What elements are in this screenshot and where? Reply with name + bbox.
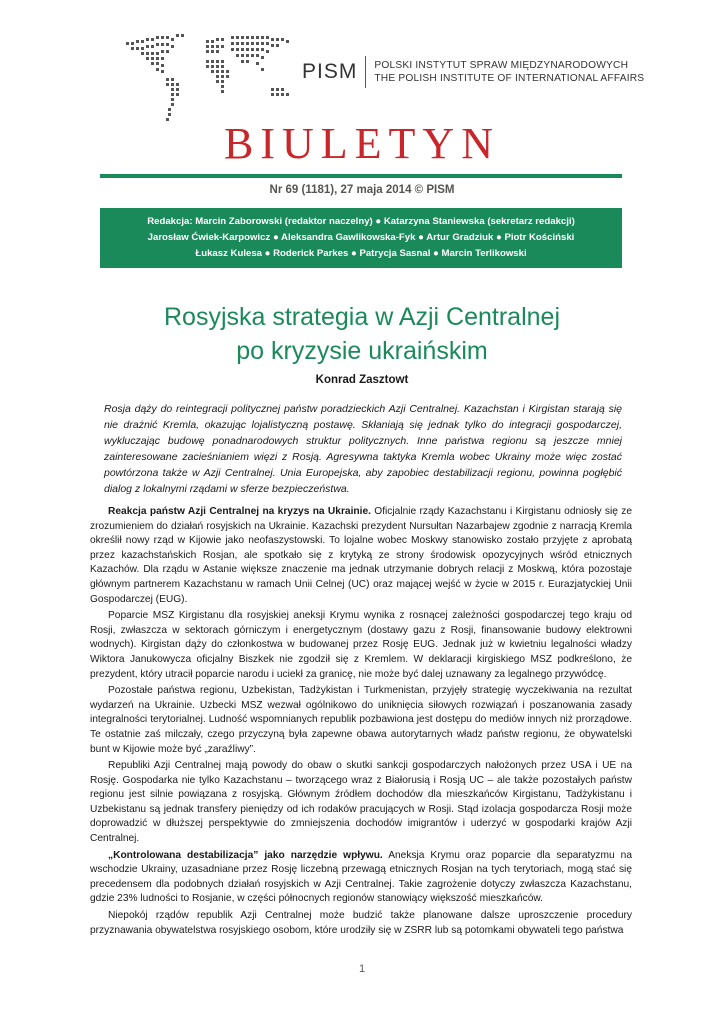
paragraph-text: Oficjalnie rządy Kazachstanu i Kirgistanu odniosły się ze zrozumieniem do działań rosyjskich na Ukrainie. Kazachski prezydent Nursułtan Nazarbajew zgodnie z narracją Kremla określił nowy rząd w Kijowie jako neofaszystowski. To lojalne wobec Moskwy stanowisko zostało przyjęte z aprobatą przez kazachstańskich Rosjan, ale spotkało się z krytyką ze strony środowisk opozycyjnych wśród etnicznych Kazachów. Dla rządu w Astanie większe znaczenie ma jednak utrzymanie dobrych relacji z Moskwą, która pozostaje głównym partnerem Kazachstanu w ramach Unii Celnej (UC) oraz mającej wejść w życie w 2015 r. Eurazjatyckiej Unii Gospodarczej (EUG). — [90, 506, 632, 605]
institute-name-polish: POLSKI INSTYTUT SPRAW MIĘDZYNARODOWYCH — [374, 60, 629, 71]
paragraph — [90, 505, 632, 607]
pism-abbreviation: PISM — [302, 60, 358, 83]
article-title-line-2: po kryzysie ukraińskim — [236, 337, 488, 365]
paragraph: Niepokój rządów republik Azji Centralnej może budzić także planowane dalsze uproszczenie procedury przyznawania obywatelstwa rosyjskiego osobom, które urodziły się w ZSRR lub są potomkami obywateli tego państwa — [90, 910, 632, 936]
article-author: Konrad Zasztowt — [315, 374, 409, 386]
publication-title: BIULETYN — [224, 119, 500, 168]
world-map-logo — [126, 30, 306, 128]
institute-name-english: THE POLISH INSTITUTE OF INTERNATIONAL AFFAIRS — [374, 73, 645, 84]
article-body — [90, 505, 632, 960]
header — [0, 0, 724, 200]
page-number: 1 — [358, 963, 366, 975]
article-title-line-1: Rosyjska strategia w Azji Centralnej — [164, 303, 560, 331]
section-heading: „Kontrolowana destabilizacja” jako narzędzie wpływu. — [108, 849, 383, 861]
editors-line-1: Redakcja: Marcin Zaborowski (redaktor naczelny) ● Katarzyna Staniewska (sekretarz redakcji) — [147, 216, 575, 227]
editors-line-3: Łukasz Kulesa ● Roderick Parkes ● Patrycja Sasnal ● Marcin Terlikowski — [195, 248, 527, 259]
paragraph: Poparcie MSZ Kirgistanu dla rosyjskiej aneksji Krymu wynika z rosnącej zależności gospodarczej tego kraju od Rosji, zwłaszcza w sektorach górniczym i energetycznym (dostawy gazu z Rosji, finansowanie budowy elektrowni wodnych). Kirgistan dąży do członkostwa w budowanej przez Rosję EUG. Jednak już w kwietniu legalności władzy Wiktora Janukowycza oficjalny Biszkek nie zgodził się z Kremlem. W deklaracji kirgiskiego MSZ podkreślono, że prezydent, który utracił poparcie narodu i uciekł za granicę, nie może być dalej uznawany za legalnego przywódcę. — [90, 610, 632, 680]
article-title — [0, 300, 724, 368]
article-abstract: Rosja dąży do reintegracji politycznej państw poradzieckich Azji Centralnej. Kazachstan i Kirgistan starają się nie drażnić Kremla, okazując lojalistyczną postawę. Skłaniają się jednak tylko do integracji gospodarczej, wykluczając budowę ponadnarodowych struktur politycznych. Inne państwa regionu są jeszcze mniej zainteresowane zacieśnianiem więzi z Rosją. Agresywna taktyka Kremla wobec Ukrainy może więc zostać powtórzona także w Azji Centralnej. Unia Europejska, aby zapobiec destabilizacji regionu, powinna pogłębić dialog z lokalnymi rządami w sferze bezpieczeństwa. — [104, 403, 622, 495]
paragraph: Pozostałe państwa regionu, Uzbekistan, Tadżykistan i Turkmenistan, przyjęły strategię wyczekiwania na rezultat wydarzeń na Ukrainie. Uzbecki MSZ wezwał ogólnikowo do uniknięcia siłowych rozwiązań i poszanowania zasady integralności terytorialnej. Ludność wspomnianych republik pozbawiona jest dostępu do mediów innych niż prorządowe. Te ostatnie zaś milczały, czego przyczyną była zapewne obawa autorytarnych władz państw regionu, że obywatelski bunt w Kijowie może być „zaraźliwy”. — [90, 685, 632, 755]
logo-divider — [365, 56, 366, 88]
editorial-board-box — [100, 208, 622, 268]
section-heading: Reakcja państw Azji Centralnej na kryzys na Ukrainie. — [108, 506, 371, 517]
institute-logo-text — [302, 55, 644, 89]
editors-line-2: Jarosław Ćwiek-Karpowicz ● Aleksandra Gawlikowska-Fyk ● Artur Gradziuk ● Piotr Kościński — [147, 232, 575, 243]
paragraph: Republiki Azji Centralnej mają powody do obaw o skutki sankcji gospodarczych nałożonych przez USA i UE na Rosję. Gospodarka nie tylko Kazachstanu – tworzącego wraz z Białorusią i Rosją UC – ale także pozostałych państw regionu jest silnie powiązana z rosyjską. Głównym źródłem dochodów dla mieszkańców Kirgistanu, Tadżykistanu i Uzbekistanu są jednak transfery pieniędzy od ich rodaków pracujących w Rosji. Stąd izolacja gospodarcza Rosji może doprowadzić w dłuższej perspektywie do zmniejszenia dochodów imigrantów i uderzyć w gospodarki krajów Azji Centralnej. — [90, 760, 632, 845]
header-rule — [100, 174, 622, 178]
paragraph — [90, 849, 632, 907]
institute-names — [374, 59, 644, 85]
issue-line: Nr 69 (1181), 27 maja 2014 © PISM — [269, 184, 455, 196]
paragraph-text: Aneksja Krymu oraz poparcie dla separatyzmu na wschodzie Ukrainy, uzasadniane przez Rosję liczebną przewagą etnicznych Rosjan na tych terytoriach, mogą stać się precedensem dla podobnych działań rosyjskich w Azji Centralnej. Takie zagrożenie dotyczy zwłaszcza Kazachstanu, gdzie 23% ludności to Rosjanie, w części północnych regionów stanowiący większość mieszkańców. — [90, 849, 632, 905]
